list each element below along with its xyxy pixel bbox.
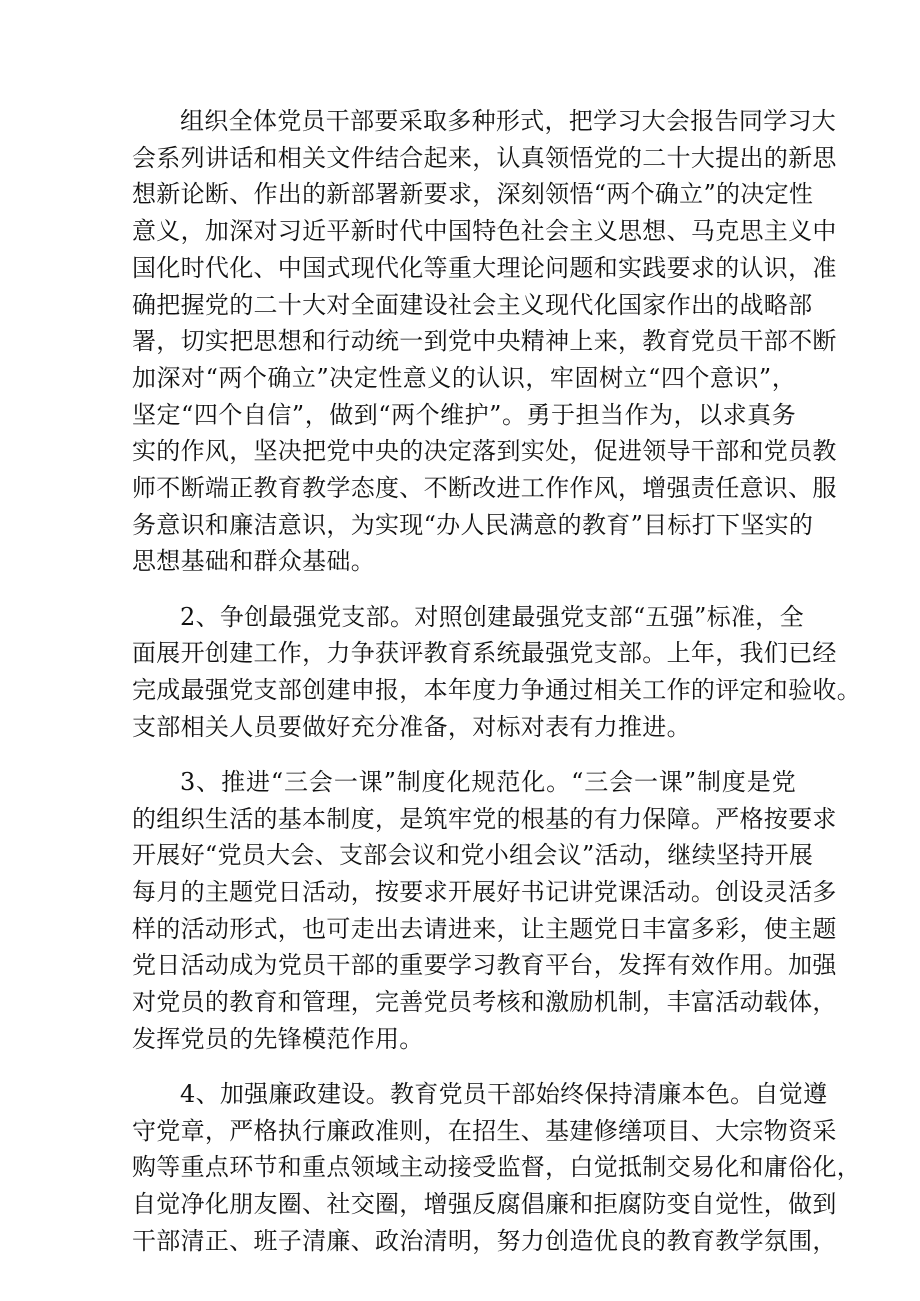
text-line: 意义，加深对习近平新时代中国特色社会主义思想、马克思主义中 (132, 217, 837, 246)
text-line: 购等重点环节和重点领域主动接受监督，白觉抵制交易化和庸俗化， (132, 1153, 861, 1182)
paragraph-study-guidance (132, 103, 837, 580)
text-line: 干部清正、班子清廉、政治清明，努力创造优良的教育教学氛围， (132, 1226, 837, 1255)
text-line: 思想基础和群众基础。 (132, 547, 375, 576)
text-line: 党日活动成为党员干部的重要学习教育平台，发挥有效作用。加强 (132, 951, 837, 980)
text-line: 完成最强党支部创建申报，本年度力争通过相关工作的评定和验收。 (132, 676, 861, 705)
text-line: 2、争创最强党支部。对照创建最强党支部“五强”标准，全 (180, 602, 804, 631)
text-line: 加深对“两个确立”决定性意义的认识，牢固树立“四个意识”， (132, 363, 796, 392)
text-line: 4、加强廉政建设。教育党员干部始终保持清廉本色。自觉遵 (180, 1080, 828, 1109)
text-line: 想新论断、作出的新部署新要求，深刻领悟“两个确立”的决定性 (132, 180, 814, 209)
text-line: 组织全体党员干部要采取多种形式，把学习大会报告同学习大 (180, 107, 837, 135)
text-line: 样的活动形式，也可走出去请进来，让主题党日丰富多彩，使主题 (132, 914, 837, 943)
paragraph-three-meetings (132, 764, 837, 1058)
paragraph-integrity (132, 1076, 861, 1260)
text-line: 对党员的教育和管理，完善党员考核和激励机制，丰富活动载体， (132, 988, 837, 1017)
text-line: 确把握党的二十大对全面建设社会主义现代化国家作出的战略部 (132, 290, 813, 319)
text-line: 务意识和廉洁意识，为实现“办人民满意的教育”目标打下坚实的 (132, 510, 814, 539)
text-line: 支部相关人员要做好充分准备，对标对表有力推进。 (132, 712, 691, 741)
text-line: 守党章，严格执行廉政准则，在招生、基建修缮项目、大宗物资采 (132, 1116, 837, 1145)
text-line: 3、推进“三会一课”制度化规范化。“三会一课”制度是党 (180, 767, 796, 796)
text-line: 发挥党员的先锋模范作用。 (132, 1024, 424, 1053)
paragraph-strongest-branch (132, 599, 861, 746)
text-line: 坚定“四个自信”，做到“两个维护”。勇于担当作为，以求真务 (132, 400, 796, 429)
text-line: 自觉净化朋友圈、社交圈，增强反腐倡廉和拒腐防变自觉性，做到 (132, 1190, 837, 1219)
document-body (132, 103, 861, 1278)
text-line: 面展开创建工作，力争获评教育系统最强党支部。上年，我们已经 (132, 639, 837, 668)
text-line: 每月的主题党日活动，按要求开展好书记讲党课活动。创设灵活多 (132, 878, 837, 907)
text-line: 师不断端正教育教学态度、不断改进工作作风，增强责任意识、服 (132, 474, 837, 503)
text-line: 的组织生活的基本制度，是筑牢党的根基的有力保障。严格按要求 (132, 804, 837, 833)
text-line: 开展好“党员大会、支部会议和党小组会议”活动，继续坚持开展 (132, 841, 814, 870)
text-line: 署，切实把思想和行动统一到党中央精神上来，教育党员干部不断 (132, 327, 837, 356)
text-line: 会系列讲话和相关文件结合起来，认真领悟党的二十大提出的新思 (132, 143, 837, 172)
text-line: 国化时代化、中国式现代化等重大理论问题和实践要求的认识，准 (132, 253, 837, 282)
text-line: 实的作风，坚决把党中央的决定落到实处，促进领导干部和党员教 (132, 437, 837, 466)
